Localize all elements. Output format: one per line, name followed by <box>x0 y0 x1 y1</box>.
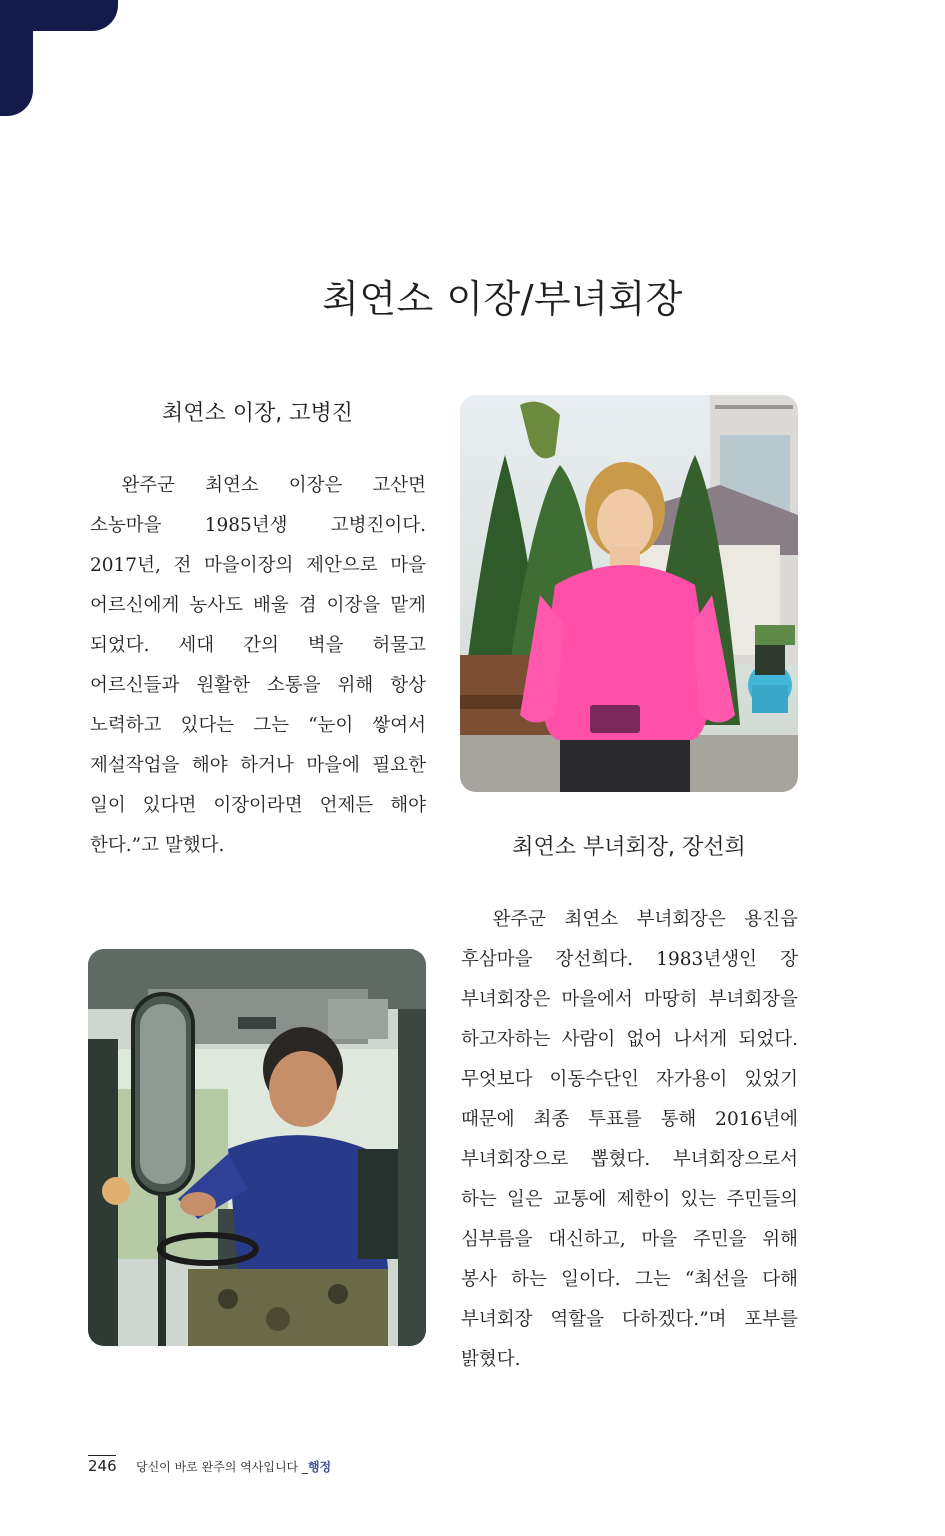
section-heading-women-association-head: 최연소 부녀회장, 장선희 <box>512 835 746 860</box>
page-number: 246 <box>88 1457 117 1475</box>
corner-decoration <box>0 0 118 116</box>
running-title-text: 당신이 바로 완주의 역사입니다 _ <box>136 1460 308 1474</box>
section-body-women-association-head: 완주군 최연소 부녀회장은 용진읍 후삼마을 장선희다. 1983년생인 장 부녀회장은 마을에서 마땅히 부녀회장을 하고자하는 사람이 없어 나서게 되었다. 무엇보다 이동수단인 자가용이 있었기 때문에 최종 투표를 통해 2016년에 부녀회장으로 뽑혔다. 부녀회장으로서 하는 일은 교통에 제한이 있는 주민들의 심부름을 대신하고, 마을 주민을 위해 봉사 하는 일이다. 그는 “최선을 다해 부녀회장 역할을 다하겠다.”며 포부를 밝혔다. <box>461 909 798 1370</box>
photo-women-association-head <box>460 395 798 792</box>
running-title <box>136 1458 331 1475</box>
page-title: 최연소 이장/부녀회장 <box>322 277 683 321</box>
section-heading-village-head: 최연소 이장, 고병진 <box>162 401 353 426</box>
photo-village-head-tractor <box>88 949 426 1346</box>
corner-bar-vertical <box>0 0 33 116</box>
section-tag: 행정 <box>307 1460 332 1474</box>
section-body-village-head: 완주군 최연소 이장은 고산면 소농마을 1985년생 고병진이다. 2017년, 전 마을이장의 제안으로 마을 어르신에게 농사도 배울 겸 이장을 맡게 되었다. 세대 간의 벽을 허물고 어르신들과 원활한 소통을 위해 항상 노력하고 있다는 그는 “눈이 쌓여서 제설작업을 해야 하거나 마을에 필요한 일이 있다면 이장이라면 언제든 해야 한다.”고 말했다. <box>90 475 426 856</box>
